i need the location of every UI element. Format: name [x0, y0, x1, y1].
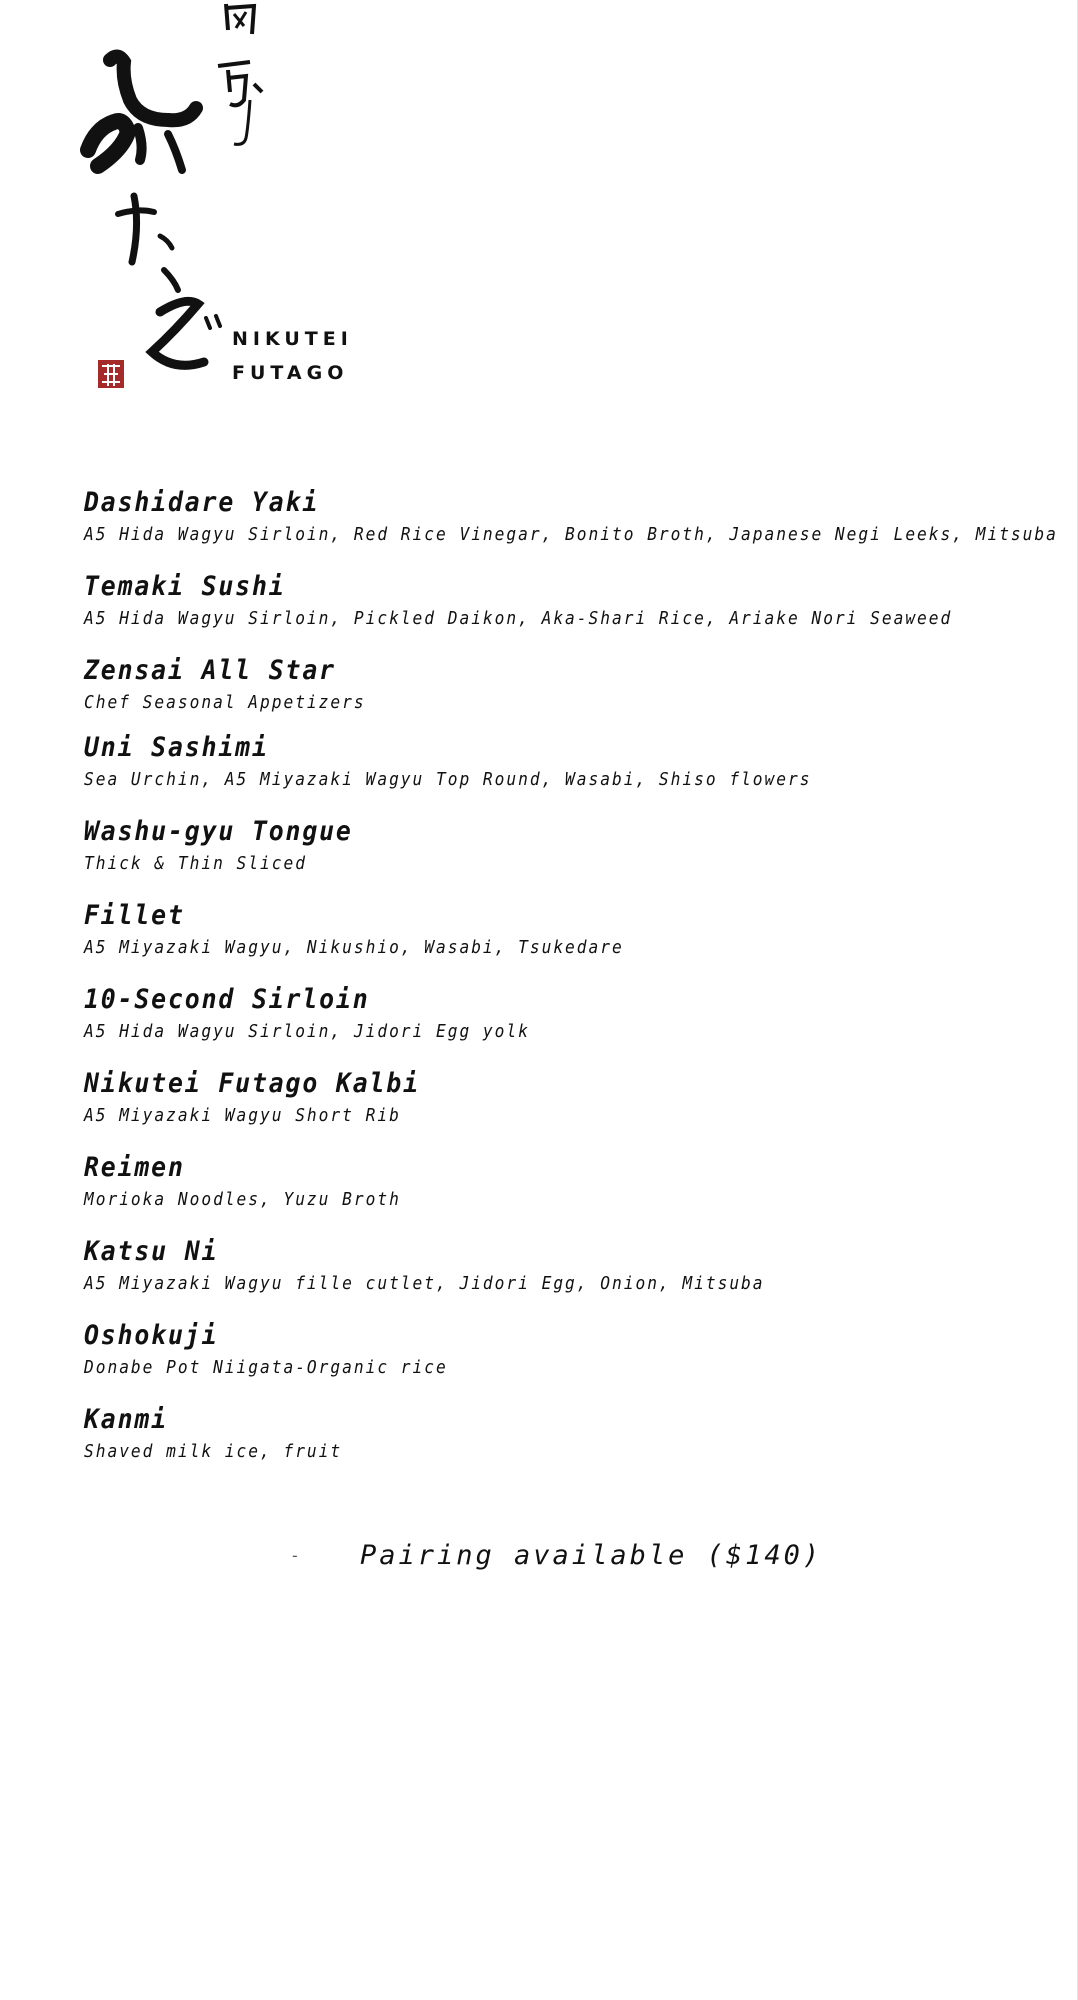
course-description: A5 Hida Wagyu Sirloin, Red Rice Vinegar, Bonito Broth, Japanese Negi Leeks, Mitsuba — [84, 524, 1058, 545]
brand-name — [232, 322, 353, 390]
brand-name-line2: FUTAGO — [232, 362, 349, 384]
pairing-dash: - — [290, 1546, 300, 1565]
course-item — [84, 983, 1064, 1067]
course-item — [84, 1067, 1064, 1151]
course-name: Dashidare Yaki — [84, 487, 320, 518]
course-name: Katsu Ni — [84, 1236, 219, 1267]
course-description: Thick & Thin Sliced — [84, 853, 307, 874]
course-name: Nikutei Futago Kalbi — [84, 1068, 420, 1099]
brand-logo — [78, 0, 378, 395]
course-description: A5 Miyazaki Wagyu fille cutlet, Jidori Egg, Onion, Mitsuba — [84, 1273, 765, 1294]
course-item — [84, 1403, 1064, 1487]
course-description: Sea Urchin, A5 Miyazaki Wagyu Top Round, Wasabi, Shiso flowers — [84, 769, 812, 790]
course-name: Zensai All Star — [84, 655, 336, 686]
course-description: Chef Seasonal Appetizers — [84, 692, 366, 713]
pairing-text: Pairing available ($140) — [360, 1540, 823, 1571]
course-name: 10-Second Sirloin — [84, 984, 370, 1015]
course-name: Uni Sashimi — [84, 732, 269, 763]
course-description: A5 Hida Wagyu Sirloin, Jidori Egg yolk — [84, 1021, 530, 1042]
course-description: Donabe Pot Niigata-Organic rice — [84, 1357, 448, 1378]
course-description: Morioka Noodles, Yuzu Broth — [84, 1189, 401, 1210]
course-name: Fillet — [84, 900, 185, 931]
tasting-menu — [84, 486, 1064, 1487]
course-item — [84, 1151, 1064, 1235]
pairing-note — [290, 1540, 822, 1571]
course-description: A5 Hida Wagyu Sirloin, Pickled Daikon, Aka-Shari Rice, Ariake Nori Seaweed — [84, 608, 953, 629]
course-description: A5 Miyazaki Wagyu Short Rib — [84, 1105, 401, 1126]
course-item — [84, 1319, 1064, 1403]
course-description: A5 Miyazaki Wagyu, Nikushio, Wasabi, Tsukedare — [84, 937, 624, 958]
course-name: Washu-gyu Tongue — [84, 816, 353, 847]
course-name: Oshokuji — [84, 1320, 219, 1351]
course-item — [84, 815, 1064, 899]
course-item — [84, 899, 1064, 983]
course-item — [84, 654, 1064, 731]
course-item — [84, 1235, 1064, 1319]
course-item — [84, 731, 1064, 815]
course-item — [84, 570, 1064, 654]
course-name: Kanmi — [84, 1404, 168, 1435]
course-item — [84, 486, 1064, 570]
course-name: Reimen — [84, 1152, 185, 1183]
brand-name-line1: NIKUTEI — [232, 328, 353, 350]
course-description: Shaved milk ice, fruit — [84, 1441, 343, 1462]
course-name: Temaki Sushi — [84, 571, 286, 602]
